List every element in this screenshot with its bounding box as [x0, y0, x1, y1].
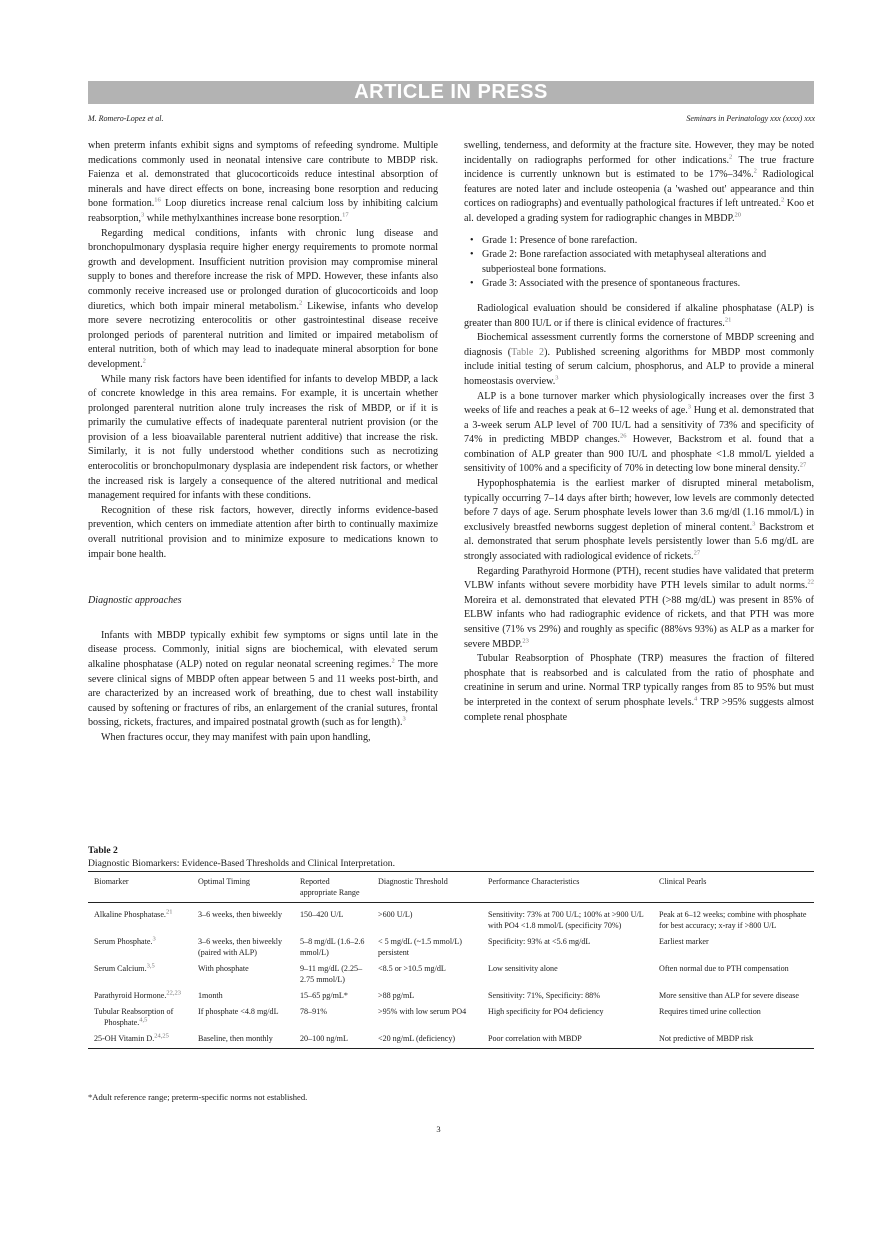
table-row [88, 1030, 814, 1049]
citation-ref[interactable]: 3 [752, 520, 756, 528]
table-caption [88, 845, 814, 870]
threshold-cell: < 5 mg/dL (~1.5 mmol/L) persistent [378, 937, 462, 957]
threshold-cell: <8.5 or >10.5 mg/dL [378, 964, 446, 973]
table-footnote: *Adult reference range; preterm-specific norms not established. [88, 1092, 308, 1102]
timing-cell: 1month [198, 991, 223, 1000]
paragraph: Hypophosphatemia is the earliest marker of disrupted mineral metabolism, typically occurring 7–14 days after birth; however, low levels are commonly detected before 7 days of age. Serum phosphate levels lower than 3.6 mg/dl (1.16 mmol/L) in exclusively breastfed newborns suggest depletion of mineral content.$^3$ Backstrom et al. demonstrated that serum phosphate levels persistently lower than 5.6 mg/dL are strongly associated with radiological evidence of rickets.$^{27}$ [464, 478, 814, 563]
paragraph: When fractures occur, they may manifest with pain upon handling, [101, 731, 371, 743]
pearls-cell: Peak at 6–12 weeks; combine with phosphate for best accuracy; x-ray if >800 U/L [659, 910, 807, 930]
range-cell: 20–100 ng/mL [294, 1030, 372, 1049]
citation-ref[interactable]: 3 [687, 403, 692, 411]
citation-ref[interactable]: 27 [799, 462, 807, 470]
grade-item: • Grade 3: Associated with the presence of spontaneous fractures. [470, 277, 814, 292]
paragraph: While many risk factors have been identified for infants to develop MBDP, a lack of concrete knowledge in this area remains. For example, it is uncertain whether prolonged parenteral nutrition alone truly increases the risk of MBDP, or if it is primarily the cumulative effects of inadequate parenteral nutrient provision (or the provision of a less bioavailable parenteral nutrient additive) that increase the risk. Similarly, it is not fully understood whether conditions such as necrotizing enterocolitis or bronchopulmonary dysplasia are independent risk factors, or whether the increased risk is largely a consequence of the altered nutritional and medical management required for infants with these conditions. [88, 373, 438, 502]
paragraph: when preterm infants exhibit signs and symptoms of refeeding syndrome. Multiple medications commonly used in neonatal intensive care contribute to MBDP risk. Faienza et al. demonstrated that glucocorticoids reduce intestinal absorption of minerals and have direct effects on bone, increasing bone resorption and reducing bone formation.$^{16}$ Loop diuretics increase renal calcium loss by inhibiting calcium reabsorption,$^3$ while methylxanthines increase bone resorption.$^{17}$ [88, 140, 438, 224]
performance-cell: Specificity: 93% at <5.6 mg/dL [488, 937, 591, 946]
right-column [464, 139, 814, 725]
biomarker-cell: Serum Phosphate.$^3$ [94, 935, 156, 946]
column-header: Clinical Pearls [653, 872, 814, 903]
table-row [88, 933, 814, 960]
timing-cell: 3–6 weeks, then biweekly (paired with ALP) [198, 937, 283, 957]
citation-ref[interactable]: 4,5 [139, 1016, 148, 1024]
citation-ref[interactable]: 2 [298, 299, 303, 307]
biomarker-cell: Serum Calcium.$^{3,5}$ [94, 962, 155, 973]
column-header: Biomarker [88, 872, 192, 903]
grade-item: • Grade 1: Presence of bone rarefaction. [470, 234, 814, 249]
pearls-cell: More sensitive than ALP for severe disease [659, 991, 799, 1000]
citation-ref[interactable]: 2 [753, 167, 757, 175]
timing-cell: If phosphate <4.8 mg/dL [198, 1007, 279, 1016]
pearls-cell: Not predictive of MBDP risk [653, 1030, 814, 1049]
citation-ref[interactable]: 2 [780, 197, 785, 205]
table-header-row [88, 872, 814, 903]
table-title: Diagnostic Biomarkers: Evidence-Based Thresholds and Clinical Interpretation. [88, 857, 396, 869]
citation-ref[interactable]: 20 [734, 211, 741, 219]
performance-cell: High specificity for PO4 deficiency [488, 1007, 604, 1016]
running-head-journal: Seminars in Perinatology xxx (xxxx) xxx [686, 114, 815, 123]
citation-ref[interactable]: 22,23 [166, 989, 182, 997]
table-row [88, 987, 814, 1003]
citation-ref[interactable]: 22 [807, 578, 814, 586]
timing-cell: Baseline, then monthly [192, 1030, 294, 1049]
paragraph: swelling, tenderness, and deformity at the fracture site. However, they may be noted incidentally on radiographs performed for other indications.$^2$ The true fracture incidence is currently unknown but is estimated to be 17%–34%.$^2$ Radiological features are noted later and include osteopenia (a 'washed out' appearance and thin cortices on radiographs) and eventually pathological fractures if left untreated.$^2$ Koo et al. developed a grading system for radiographic changes in MBDP.$^{20}$ [464, 140, 815, 224]
range-cell: 9–11 mg/dL (2.25–2.75 mmol/L) [300, 964, 363, 984]
citation-ref[interactable]: 3,5 [146, 962, 155, 970]
threshold-cell: <20 ng/mL (deficiency) [372, 1030, 482, 1049]
paragraph: Biochemical assessment currently forms the cornerstone of MBDP screening and diagnosis (Table 2). Published screening algorithms for MBDP most commonly include initial testing of serum calcium, phosphorus, and ALP to provide a mineral homeostasis overview.$^3$ [464, 332, 814, 387]
table-row [88, 903, 814, 934]
performance-cell: Low sensitivity alone [488, 964, 558, 973]
threshold-cell: >88 pg/mL [378, 991, 415, 1000]
biomarker-table [88, 871, 814, 1049]
citation-ref[interactable]: 27 [693, 549, 701, 557]
citation-ref[interactable]: 17 [342, 211, 349, 219]
citation-ref[interactable]: 3 [555, 374, 559, 382]
performance-cell: Sensitivity: 73% at 700 U/L; 100% at >900 U/L with PO4 <1.8 mmol/L (specificity 70%) [488, 910, 644, 930]
section-heading: Diagnostic approaches [88, 595, 182, 607]
performance-cell: Sensitivity: 71%, Specificity: 88% [488, 991, 600, 1000]
citation-ref[interactable]: 3 [402, 716, 406, 724]
paragraph: Radiological evaluation should be considered if alkaline phosphatase (ALP) is greater than 800 IU/L or if there is clinical evidence of fractures.$^{21}$ [464, 302, 814, 329]
citation-ref[interactable]: 4 [694, 695, 698, 703]
citation-ref[interactable]: 3 [140, 211, 145, 219]
grade-list [464, 234, 814, 292]
biomarker-cell: Tubular Reabsorption of Phosphate.$^{4,5}$ [94, 1007, 174, 1027]
table-row [88, 960, 814, 987]
citation-ref[interactable]: 2 [142, 357, 146, 365]
biomarker-cell: Parathyroid Hormone.$^{22,23}$ [94, 989, 182, 1000]
citation-ref[interactable]: 2 [729, 153, 733, 161]
pearls-cell: Often normal due to PTH compensation [659, 964, 789, 973]
citation-ref[interactable]: 24,25 [154, 1032, 169, 1040]
timing-cell: 3–6 weeks, then biweekly [198, 910, 283, 919]
page-number: 3 [436, 1124, 441, 1134]
article-in-press-banner: ARTICLE IN PRESS [88, 81, 814, 104]
biomarker-cell: 25-OH Vitamin D.$^{24,25}$ [88, 1030, 192, 1049]
biomarker-cell: Alkaline Phosphatase.$^{21}$ [94, 908, 173, 919]
citation-ref[interactable]: 16 [154, 197, 161, 205]
citation-ref[interactable]: 21 [724, 316, 732, 324]
column-header: Diagnostic Threshold [372, 872, 482, 903]
running-head-authors: M. Romero-Lopez et al. [88, 114, 164, 123]
paragraph: Recognition of these risk factors, however, directly informs evidence-based prevention, which centers on immediate attention after birth to continually maximize overall nutritional provision and to minimize exposure to medications known to impair bone health. [88, 504, 438, 560]
column-header: Reported appropriate Range [294, 872, 372, 903]
range-cell: 15–65 pg/mL* [300, 991, 348, 1000]
paragraph: Tubular Reabsorption of Phosphate (TRP) measures the fraction of filtered phosphate that is reabsorbed and is calculated from the ratio of phosphate and creatinine in serum and urine. Normal TRP typically ranges from 85 to 95% but must be interpreted in the context of serum phosphate levels.$^4$ TRP >95% suggests almost complete renal phosphate [464, 653, 814, 723]
pearls-cell: Earliest marker [659, 937, 709, 946]
left-column [88, 139, 438, 746]
table-label: Table 2 [88, 845, 118, 856]
column-header: Performance Characteristics [482, 872, 653, 903]
range-cell: 78–91% [300, 1007, 327, 1016]
threshold-cell: >600 U/L) [378, 910, 413, 919]
grade-item: • Grade 2: Bone rarefaction associated with metaphyseal alterations and subperiosteal bone formations. [470, 248, 814, 277]
range-cell: 150–420 U/L [300, 910, 344, 919]
threshold-cell: >95% with low serum PO4 [378, 1007, 467, 1016]
citation-ref[interactable]: 2 [391, 657, 395, 665]
table-row [88, 1003, 814, 1030]
citation-ref[interactable]: 3 [152, 935, 156, 943]
timing-cell: With phosphate [198, 964, 249, 973]
paragraph: Infants with MBDP typically exhibit few symptoms or signs until late in the disease process. Commonly, initial signs are biochemical, with elevated serum alkaline phosphatase (ALP) noted on regular neonatal screening regimes.$^2$ The more severe clinical signs of MBDP often appear between 5 and 11 weeks post-birth, and are characterized by an increased work of breathing, due to chest wall instability caused by softening or fractures of ribs, an enlargement of the cranial sutures, frontal bossing, rickets, fractures, and impaired postnatal growth (such as for length).$^3$ [88, 629, 439, 729]
performance-cell: Poor correlation with MBDP [482, 1030, 653, 1049]
pearls-cell: Requires timed urine collection [659, 1007, 761, 1016]
table-link[interactable]: Table 2 [511, 346, 545, 358]
citation-ref[interactable]: 21 [165, 908, 173, 916]
citation-ref[interactable]: 26 [619, 432, 627, 440]
citation-ref[interactable]: 23 [522, 637, 529, 645]
column-header: Optimal Timing [192, 872, 294, 903]
paragraph: Regarding medical conditions, infants with chronic lung disease and bronchopulmonary dysplasia require higher energy requirements to promote normal growth and development. Insufficient nutrition provision may compromise mineral supply to bones and therefore increase the risk of MPD. However, these infants also commonly receive increased use or prolonged duration of glucocorticoids and loop diuretics, which both impair mineral metabolism.$^2$ Likewise, infants who develop more severe necrotizing enterocolitis or other gastrointestinal disease receive prolonged periods of parenteral nutrition and limited or impaired metabolism of enteral nutrition, both of which may lead to inadequate mineral absorption for bone development.$^2$ [88, 227, 438, 370]
paragraph: Regarding Parathyroid Hormone (PTH), recent studies have validated that preterm VLBW infants without severe morbidity have PTH levels similar to adult norms.$^{22}$ Moreira et al. demonstrated that elevated PTH (>88 mg/dL) was present in 85% of ELBW infants who had radiographic evidence of rickets, and that PTH was more sensitive (71% vs 29%) and roughly as specific (88%vs 93%) as ALP as a marker for severe MBDP.$^{23}$ [464, 565, 814, 650]
range-cell: 5–8 mg/dL (1.6–2.6 mmol/L) [300, 937, 365, 957]
paragraph: ALP is a bone turnover marker which physiologically increases over the first 3 weeks of life and reaches a peak at 6–12 weeks of age.$^3$ Hung et al. demonstrated that a 3-week serum ALP level of 700 IU/L had a sensitivity of 73% and specificity of 74% in predicting MBDP changes.$^{26}$ However, Backstrom et al. found that a combination of ALP greater than 900 IU/L and phosphate <1.8 mmol/L yielded a sensitivity of 100% and a specificity of 70% in detecting low bone mineral density.$^{27}$ [464, 390, 815, 475]
